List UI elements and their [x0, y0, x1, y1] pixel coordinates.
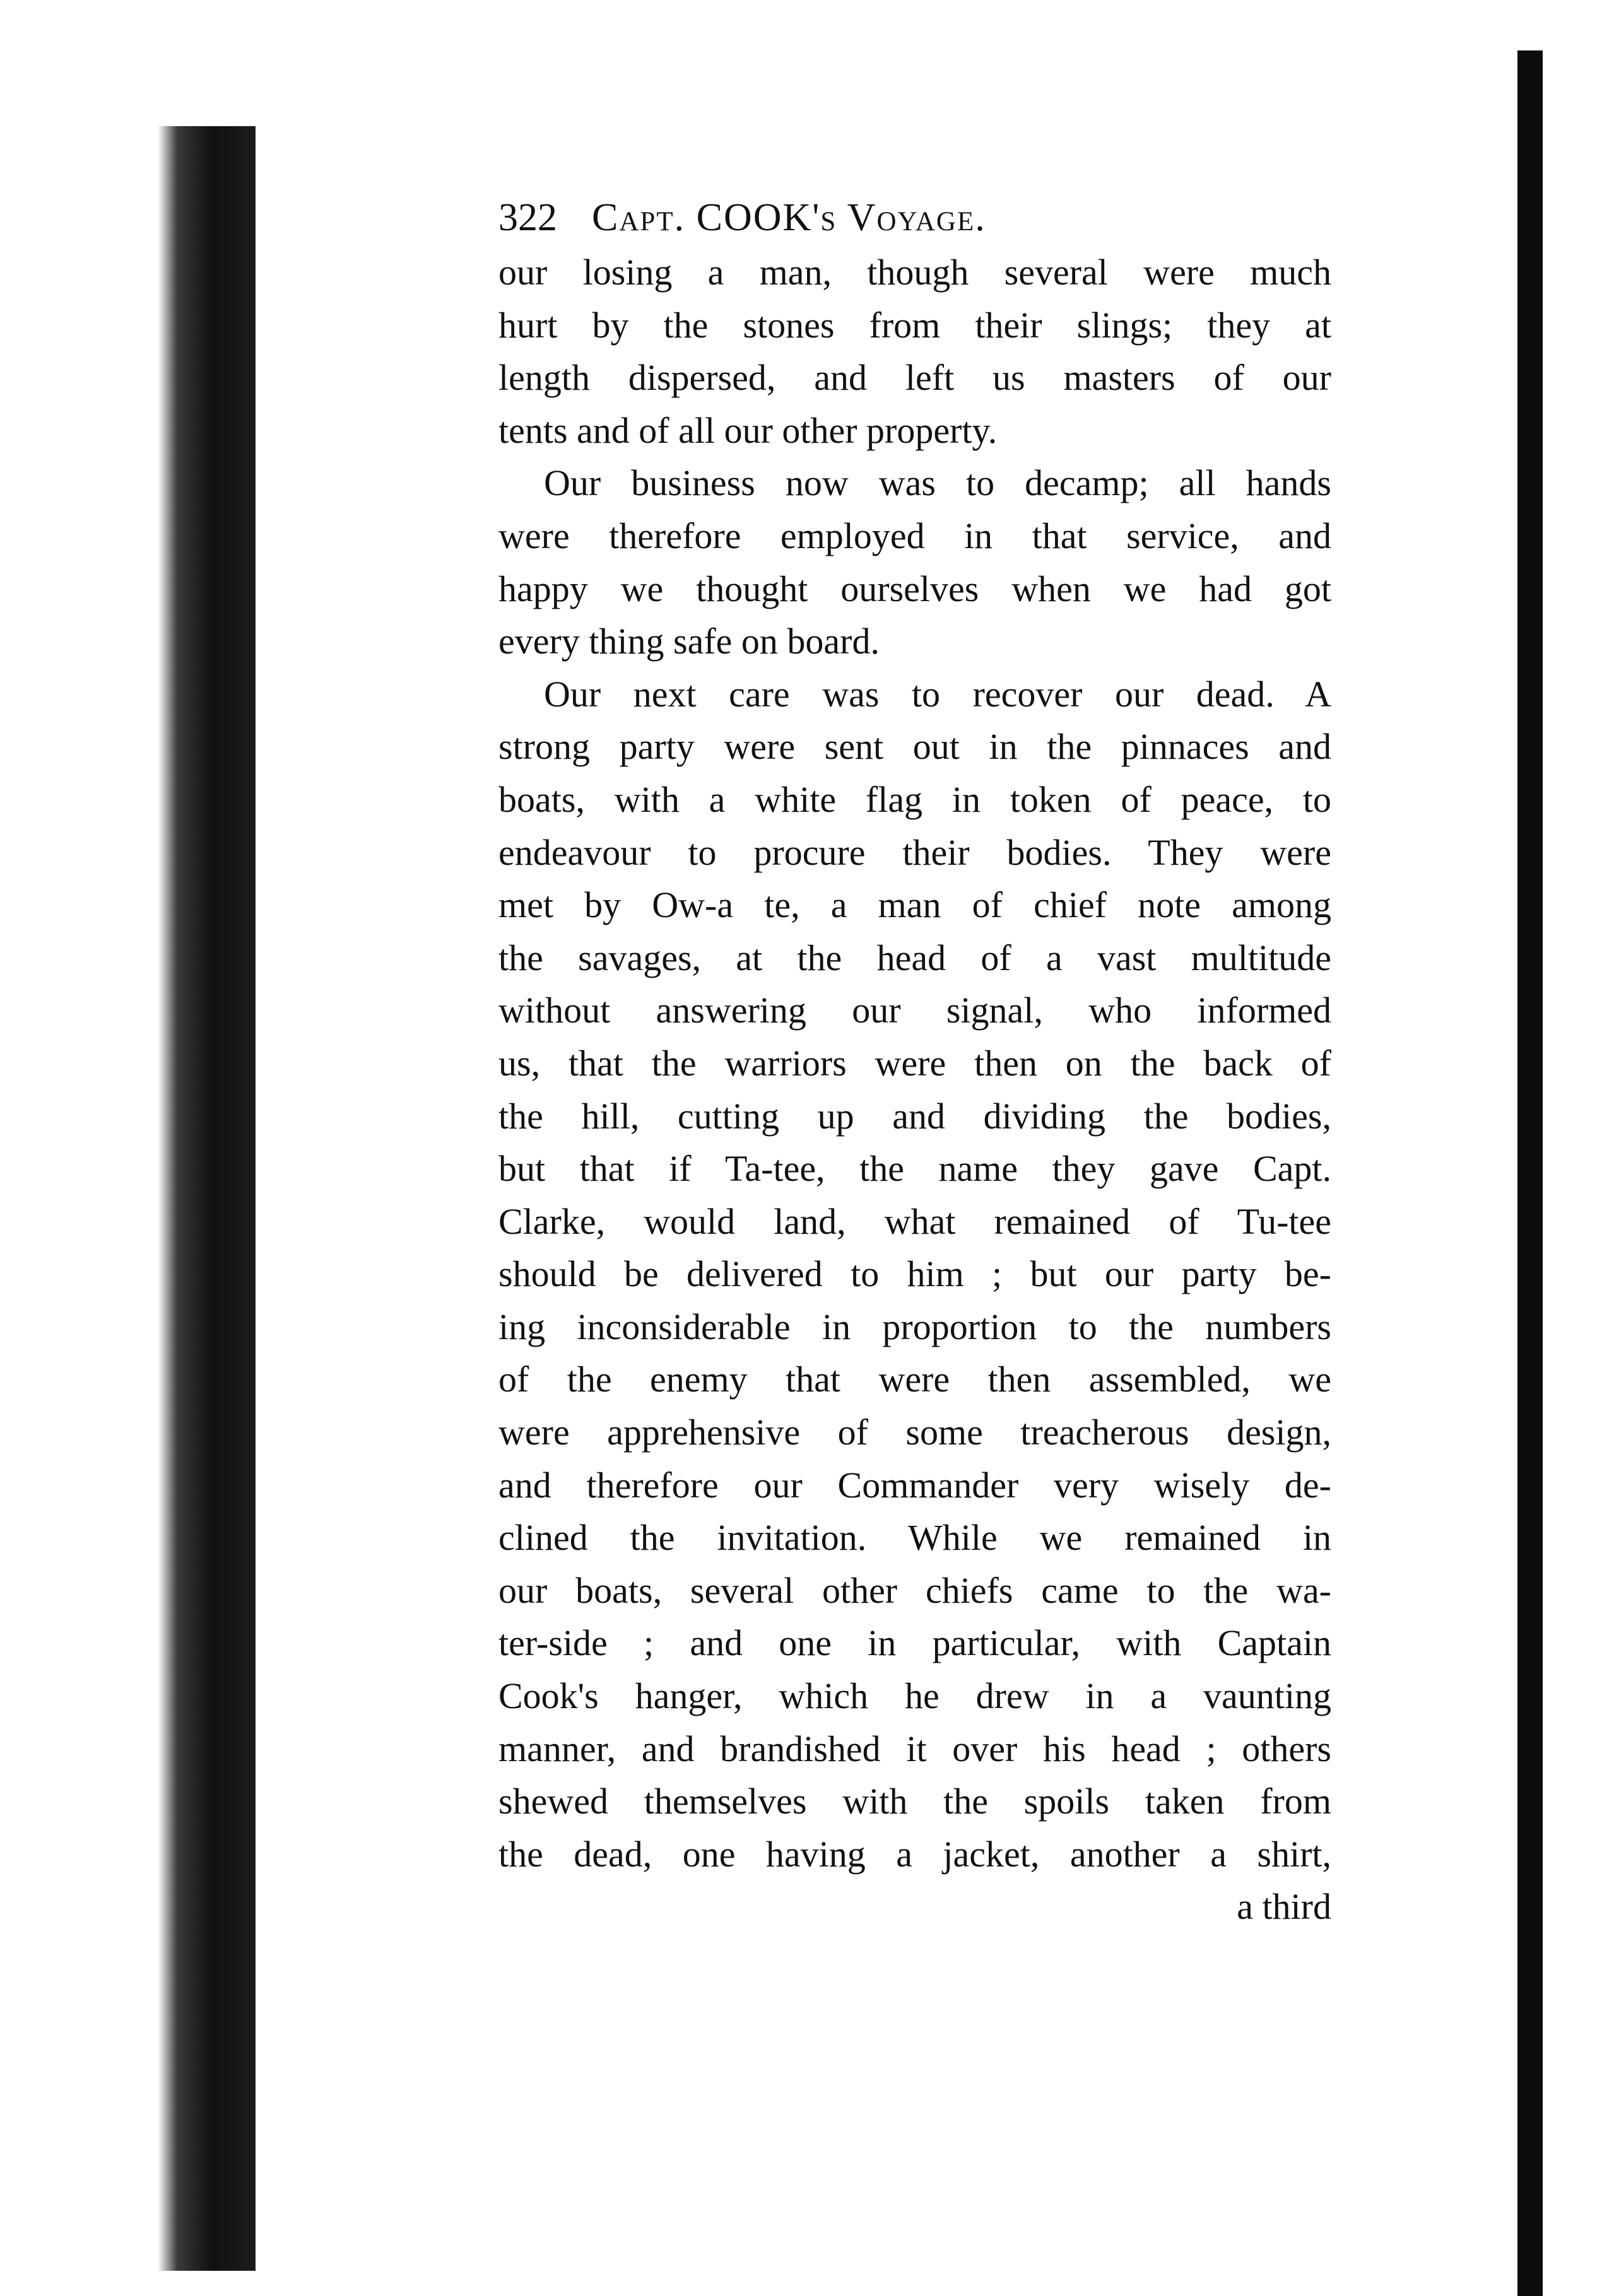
text-line: were therefore employed in that service, and [498, 515, 1331, 556]
text-line: length dispersed, and left us masters of our [498, 357, 1331, 399]
text-line: shewed themselves with the spoils taken from [498, 1781, 1331, 1822]
running-title: Capt. COOK's Voyage. [592, 196, 986, 239]
text-line: strong party were sent out in the pinnaces and [498, 726, 1331, 768]
text-line: tents and of all our other property. [498, 409, 998, 451]
page-text [498, 189, 1331, 1933]
text-line: manner, and brandished it over his head ; others [498, 1728, 1331, 1769]
binding-margin [0, 0, 256, 2296]
facing-page-edge [1508, 50, 1614, 2296]
text-line: the hill, cutting up and dividing the bodies, [498, 1095, 1331, 1137]
running-head [498, 189, 1331, 246]
text-line: but that if Ta-tee, the name they gave Capt. [498, 1148, 1331, 1190]
paragraph-3 [498, 668, 1331, 1881]
text-line: of the enemy that were then assembled, we [498, 1359, 1331, 1400]
text-line: every thing safe on board. [498, 621, 880, 662]
text-line: were apprehensive of some treacherous design, [498, 1412, 1331, 1453]
text-line: hurt by the stones from their slings; they at [498, 304, 1331, 346]
text-line: happy we thought ourselves when we had got [498, 568, 1331, 609]
paragraph-2 [498, 457, 1331, 667]
facing-page-shadow [1517, 50, 1543, 2296]
text-line: the savages, at the head of a vast multitude [498, 937, 1331, 978]
text-line: ter-side ; and one in particular, with Captain [498, 1622, 1331, 1664]
gutter-shadow [158, 126, 256, 2271]
text-line: the dead, one having a jacket, another a shirt, [498, 1833, 1331, 1875]
paragraph-1 [498, 246, 1331, 457]
text-line: Cook's hanger, which he drew in a vaunting [498, 1675, 1331, 1717]
text-line: ing inconsiderable in proportion to the numbers [498, 1306, 1331, 1347]
text-line: should be delivered to him ; but our party be- [498, 1253, 1331, 1295]
text-line: endeavour to procure their bodies. They were [498, 831, 1331, 873]
page-number: 322 [498, 196, 557, 239]
text-line: boats, with a white flag in token of peace, to [498, 778, 1331, 820]
text-line: clined the invitation. While we remained in [498, 1517, 1331, 1559]
text-line: Clarke, would land, what remained of Tu-tee [498, 1200, 1331, 1242]
catchword: a third [1237, 1886, 1331, 1928]
text-line: Our next care was to recover our dead. A [544, 673, 1331, 715]
text-line: and therefore our Commander very wisely de- [498, 1464, 1331, 1506]
text-line: without answering our signal, who informed [498, 990, 1331, 1031]
text-line: met by Ow-a te, a man of chief note among [498, 884, 1331, 926]
text-line: Our business now was to decamp; all hands [544, 462, 1331, 504]
text-line: us, that the warriors were then on the back of [498, 1042, 1331, 1084]
text-line: our boats, several other chiefs came to the wa- [498, 1569, 1331, 1611]
text-line: our losing a man, though several were much [498, 252, 1331, 293]
